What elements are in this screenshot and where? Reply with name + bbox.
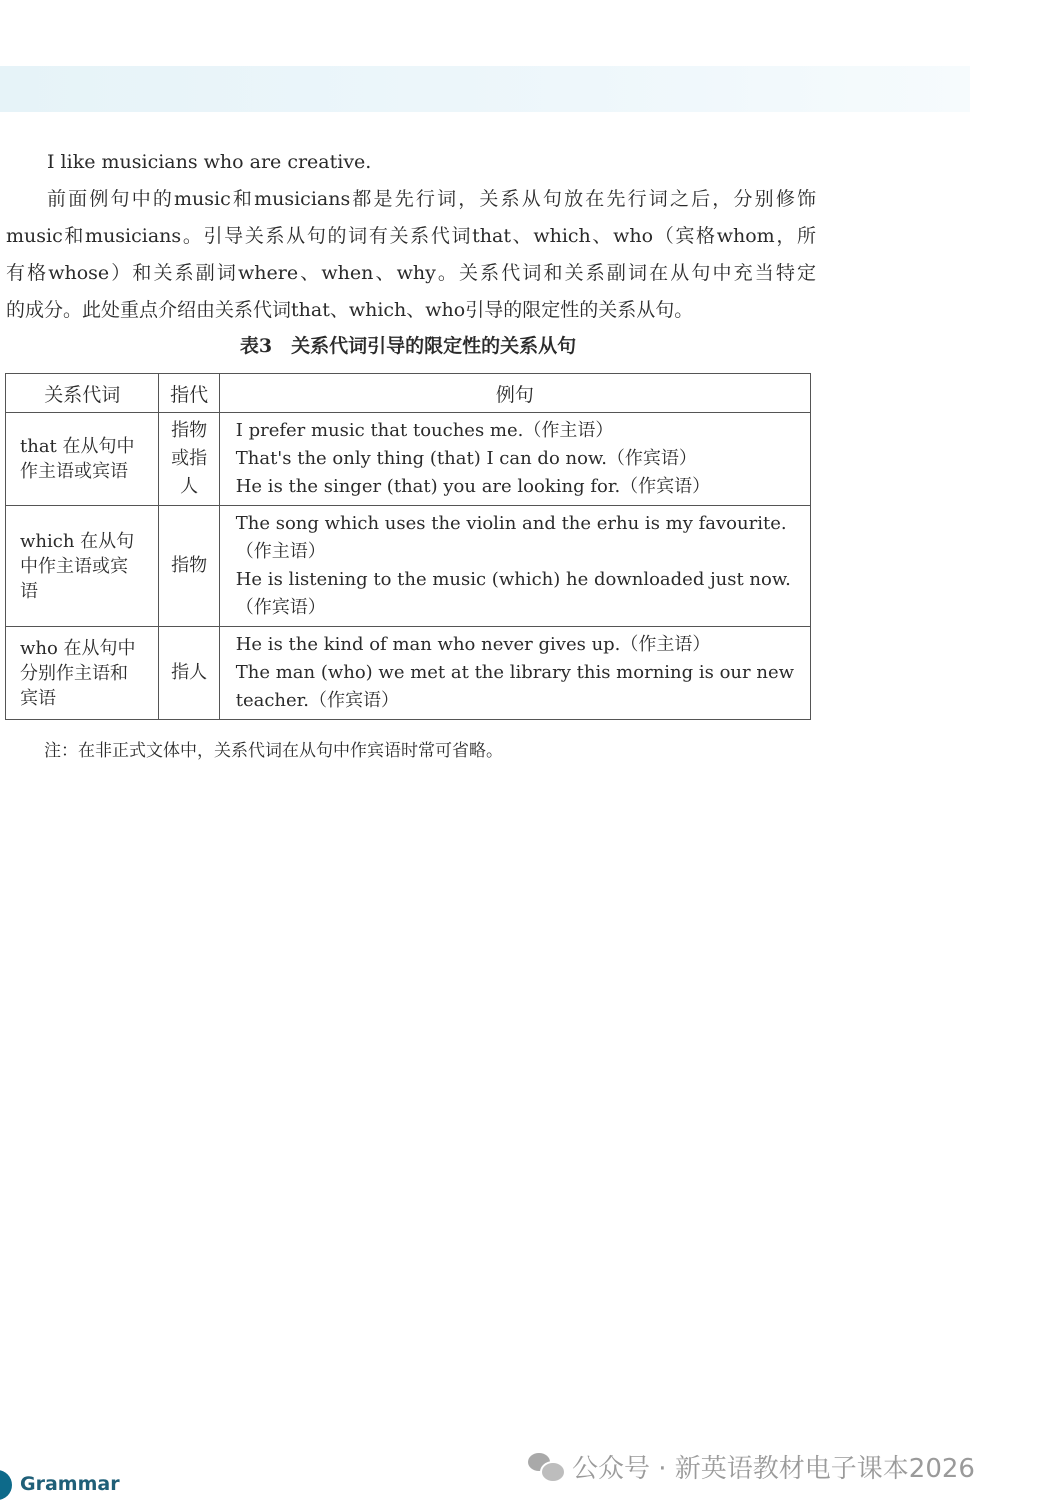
example-line: teacher.（作宾语） xyxy=(235,690,400,711)
pronoun-line: who 在从句中 xyxy=(20,637,136,659)
pronoun-cell xyxy=(6,506,159,627)
pronoun-line: 宾语 xyxy=(20,687,56,709)
examples-cell xyxy=(219,413,810,506)
example-line: The song which uses the violin and the erhu is my favourite. xyxy=(235,513,787,534)
pronoun-cell xyxy=(6,413,159,506)
watermark xyxy=(528,1448,975,1484)
example-line: That's the only thing (that) I can do now.（作宾语） xyxy=(235,448,697,469)
refers-line: 指物 xyxy=(171,420,208,441)
table-row xyxy=(6,413,811,506)
table-caption: 表3 关系代词引导的限定性的关系从句 xyxy=(239,335,577,357)
wechat-icon xyxy=(528,1451,564,1481)
pronoun-cell xyxy=(6,627,159,720)
body-text xyxy=(6,144,816,329)
refers-line: 或指 xyxy=(171,448,208,469)
example-line: He is the kind of man who never gives up.（作主语） xyxy=(235,634,711,655)
pronoun-line: 分别作主语和 xyxy=(20,662,128,684)
page-marker-icon xyxy=(0,1470,12,1500)
refers-cell xyxy=(159,506,219,627)
paragraph-line-2: music和musicians。引导关系从句的词有关系代词that、which、who（宾格whom，所 xyxy=(6,225,816,247)
refers-cell xyxy=(159,413,219,506)
header-refers: 指代 xyxy=(159,374,219,413)
examples-cell xyxy=(219,506,810,627)
paragraph-line-1: 前面例句中的music和musicians都是先行词，关系从句放在先行词之后，分别修饰 xyxy=(47,188,816,210)
watermark-text: 公众号 · 新英语教材电子课本2026 xyxy=(572,1453,975,1484)
pronoun-line: 作主语或宾语 xyxy=(20,461,128,482)
pronoun-line: 语 xyxy=(20,580,38,602)
section-label: Grammar xyxy=(20,1473,120,1495)
pronoun-line: that 在从句中 xyxy=(20,436,135,457)
example-line: He is listening to the music (which) he downloaded just now. xyxy=(235,569,791,590)
header-examples: 例句 xyxy=(219,374,810,413)
refers-cell xyxy=(159,627,219,720)
table-row xyxy=(6,627,811,720)
header-pronoun: 关系代词 xyxy=(6,374,159,413)
example-line: （作主语） xyxy=(235,541,326,562)
example-line: He is the singer (that) you are looking for.（作宾语） xyxy=(235,476,711,497)
refers-line: 指物 xyxy=(171,555,208,576)
refers-line: 人 xyxy=(180,476,199,497)
relative-pronoun-table xyxy=(5,373,811,720)
table-header-row xyxy=(6,374,811,413)
table-note: 注：在非正式文体中，关系代词在从句中作宾语时常可省略。 xyxy=(44,741,503,761)
paragraph-line-4: 的成分。此处重点介绍由关系代词that、which、who引导的限定性的关系从句。 xyxy=(6,299,694,321)
pronoun-line: 中作主语或宾 xyxy=(20,555,128,577)
example-line: The man (who) we met at the library this morning is our new xyxy=(235,662,794,683)
example-sentence: I like musicians who are creative. xyxy=(47,151,372,173)
pronoun-line: which 在从句 xyxy=(20,530,135,552)
paragraph-line-3: 有格whose）和关系副词where、when、why。关系代词和关系副词在从句中充当特定 xyxy=(6,262,816,284)
example-line: （作宾语） xyxy=(235,597,326,618)
refers-line: 指人 xyxy=(171,662,208,683)
example-line: I prefer music that touches me.（作主语） xyxy=(235,420,614,441)
examples-cell xyxy=(219,627,810,720)
header-band xyxy=(0,66,970,112)
table-row xyxy=(6,506,811,627)
